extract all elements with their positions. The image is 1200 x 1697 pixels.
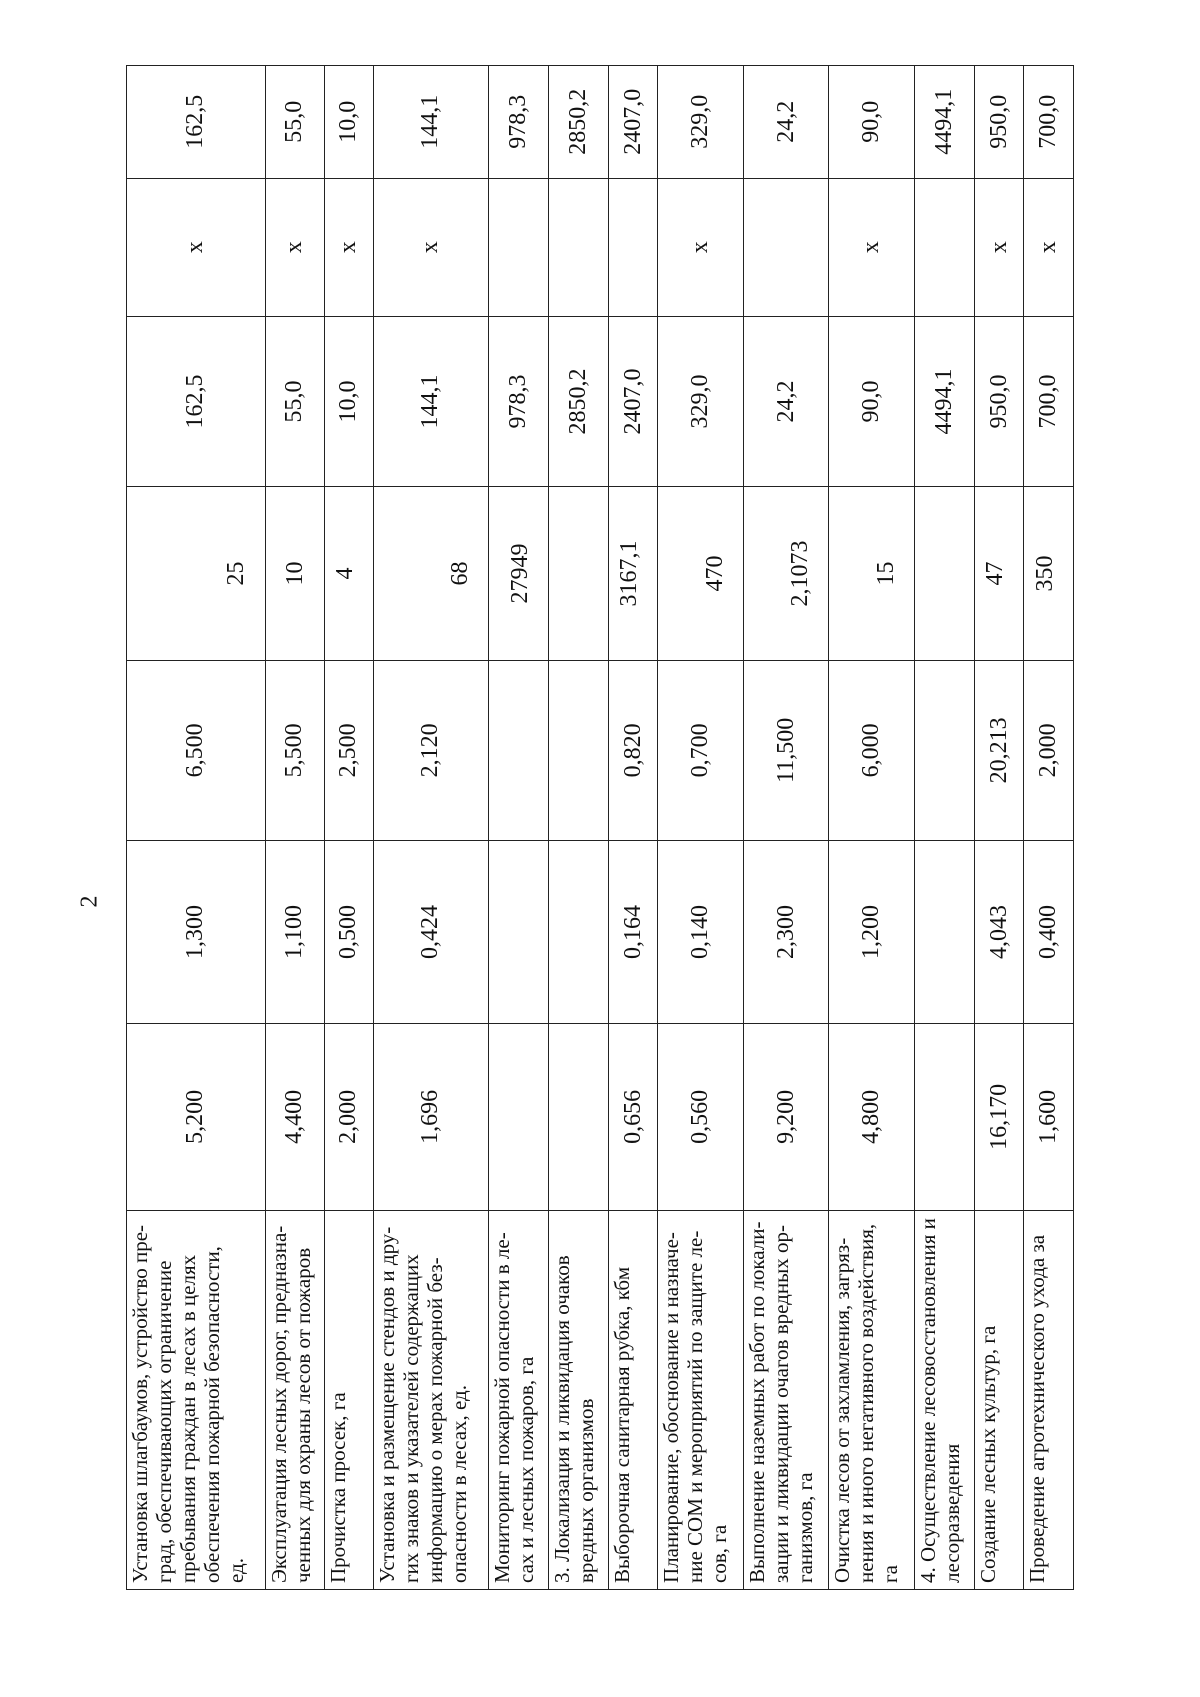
cell-c1: 1,696 xyxy=(374,1024,489,1210)
cell-c1: 9,200 xyxy=(743,1024,829,1210)
cell-c6: x xyxy=(374,178,489,316)
cell-c5: 4494,1 xyxy=(915,316,975,486)
cell-c1: 5,200 xyxy=(127,1024,266,1210)
row-label: Установка шлагбаумов, устройство пре-град, обеспечивающих ограничение пребывания граждан в лесах в целях обеспечения пожарной безопасности, ед. xyxy=(127,1210,266,1589)
cell-c2 xyxy=(915,840,975,1023)
cell-c6 xyxy=(915,178,975,316)
cell-c3 xyxy=(915,660,975,840)
cell-c4: 68 xyxy=(374,487,489,661)
cell-c3: 11,500 xyxy=(743,660,829,840)
cell-c6: x xyxy=(1024,178,1074,316)
cell-c4: 15 xyxy=(829,487,915,661)
cell-c5: 10,0 xyxy=(324,316,373,486)
budget-table-rotated xyxy=(126,65,1074,1590)
cell-c1: 4,800 xyxy=(829,1024,915,1210)
cell-c1: 2,000 xyxy=(324,1024,373,1210)
cell-c7: 162,5 xyxy=(127,66,266,179)
cell-c1: 0,560 xyxy=(658,1024,744,1210)
cell-c4: 2,1073 xyxy=(743,487,829,661)
row-label: 4. Осуществление лесовосстановления и лесоразведения xyxy=(915,1210,975,1589)
cell-c4 xyxy=(915,487,975,661)
cell-c3: 2,120 xyxy=(374,660,489,840)
cell-c6: x xyxy=(324,178,373,316)
cell-c4: 27949 xyxy=(488,487,548,661)
cell-c7: 2850,2 xyxy=(548,66,608,179)
cell-c1 xyxy=(488,1024,548,1210)
budget-table xyxy=(126,65,1074,1590)
cell-c4: 47 xyxy=(975,487,1024,661)
row-label: Очистка лесов от захламления, загряз-нения и иного негативного воздействия, га xyxy=(829,1210,915,1589)
table-row xyxy=(658,66,744,1590)
cell-c2: 1,300 xyxy=(127,840,266,1023)
table-row xyxy=(265,66,324,1590)
cell-c6: x xyxy=(127,178,266,316)
cell-c7: 978,3 xyxy=(488,66,548,179)
row-label: Установка и размещение стендов и дру-гих знаков и указателей содержащих информацию о мерах пожарной без-опасности в лесах, ед. xyxy=(374,1210,489,1589)
cell-c2: 0,140 xyxy=(658,840,744,1023)
table-row xyxy=(374,66,489,1590)
cell-c7: 144,1 xyxy=(374,66,489,179)
cell-c1: 16,170 xyxy=(975,1024,1024,1210)
table-row xyxy=(743,66,829,1590)
row-label: Выборочная санитарная рубка, кбм xyxy=(609,1210,658,1589)
cell-c6 xyxy=(548,178,608,316)
row-label: Прочистка просек, га xyxy=(324,1210,373,1589)
cell-c2: 1,200 xyxy=(829,840,915,1023)
table-row xyxy=(609,66,658,1590)
cell-c2 xyxy=(548,840,608,1023)
cell-c7: 2407,0 xyxy=(609,66,658,179)
cell-c2: 2,300 xyxy=(743,840,829,1023)
cell-c4: 4 xyxy=(324,487,373,661)
cell-c3: 6,500 xyxy=(127,660,266,840)
table-row xyxy=(127,66,266,1590)
cell-c2: 1,100 xyxy=(265,840,324,1023)
row-label: Проведение агротехнического ухода за xyxy=(1024,1210,1074,1589)
cell-c1: 1,600 xyxy=(1024,1024,1074,1210)
cell-c6 xyxy=(609,178,658,316)
row-label: 3. Локализация и ликвидация очаков вредных организмов xyxy=(548,1210,608,1589)
cell-c1: 4,400 xyxy=(265,1024,324,1210)
table-row xyxy=(1024,66,1074,1590)
cell-c3: 6,000 xyxy=(829,660,915,840)
row-label: Создание лесных культур, га xyxy=(975,1210,1024,1589)
cell-c5: 978,3 xyxy=(488,316,548,486)
row-label: Эксплуатация лесных дорог, предназна-ченных для охраны лесов от пожаров xyxy=(265,1210,324,1589)
table-row xyxy=(548,66,608,1590)
cell-c3: 5,500 xyxy=(265,660,324,840)
cell-c3: 2,000 xyxy=(1024,660,1074,840)
cell-c5: 700,0 xyxy=(1024,316,1074,486)
cell-c7: 700,0 xyxy=(1024,66,1074,179)
cell-c6: x xyxy=(829,178,915,316)
cell-c6: x xyxy=(265,178,324,316)
row-label: Мониторинг пожарной опасности в ле-сах и лесных пожаров, га xyxy=(488,1210,548,1589)
cell-c5: 55,0 xyxy=(265,316,324,486)
cell-c2 xyxy=(488,840,548,1023)
cell-c6: x xyxy=(975,178,1024,316)
table-row xyxy=(975,66,1024,1590)
cell-c3: 20,213 xyxy=(975,660,1024,840)
cell-c5: 2407,0 xyxy=(609,316,658,486)
cell-c5: 144,1 xyxy=(374,316,489,486)
cell-c4: 25 xyxy=(127,487,266,661)
cell-c7: 950,0 xyxy=(975,66,1024,179)
cell-c3 xyxy=(488,660,548,840)
cell-c2: 0,424 xyxy=(374,840,489,1023)
cell-c3: 0,700 xyxy=(658,660,744,840)
table-row xyxy=(488,66,548,1590)
cell-c2: 4,043 xyxy=(975,840,1024,1023)
cell-c4: 350 xyxy=(1024,487,1074,661)
cell-c3: 2,500 xyxy=(324,660,373,840)
cell-c1: 0,656 xyxy=(609,1024,658,1210)
table-row xyxy=(915,66,975,1590)
cell-c2: 0,400 xyxy=(1024,840,1074,1023)
cell-c6: x xyxy=(658,178,744,316)
cell-c1 xyxy=(548,1024,608,1210)
cell-c5: 2850,2 xyxy=(548,316,608,486)
table-row xyxy=(829,66,915,1590)
cell-c7: 90,0 xyxy=(829,66,915,179)
table-body xyxy=(127,66,1074,1590)
cell-c7: 24,2 xyxy=(743,66,829,179)
cell-c5: 24,2 xyxy=(743,316,829,486)
cell-c7: 55,0 xyxy=(265,66,324,179)
cell-c6 xyxy=(743,178,829,316)
cell-c4: 470 xyxy=(658,487,744,661)
cell-c3: 0,820 xyxy=(609,660,658,840)
cell-c7: 329,0 xyxy=(658,66,744,179)
cell-c5: 950,0 xyxy=(975,316,1024,486)
row-label: Выполнение наземных работ по локали-зации и ликвидации очагов вредных ор-ганизмов, га xyxy=(743,1210,829,1589)
cell-c4: 10 xyxy=(265,487,324,661)
cell-c1 xyxy=(915,1024,975,1210)
row-label: Планирование, обоснование и назначе-ние СОМ и мероприятий по защите ле-сов, га xyxy=(658,1210,744,1589)
cell-c3 xyxy=(548,660,608,840)
cell-c4 xyxy=(548,487,608,661)
cell-c7: 10,0 xyxy=(324,66,373,179)
cell-c5: 162,5 xyxy=(127,316,266,486)
cell-c5: 90,0 xyxy=(829,316,915,486)
cell-c2: 0,164 xyxy=(609,840,658,1023)
cell-c4: 3167,1 xyxy=(609,487,658,661)
cell-c5: 329,0 xyxy=(658,316,744,486)
table-row xyxy=(324,66,373,1590)
page-number: 2 xyxy=(76,895,103,908)
cell-c6 xyxy=(488,178,548,316)
cell-c2: 0,500 xyxy=(324,840,373,1023)
cell-c7: 4494,1 xyxy=(915,66,975,179)
